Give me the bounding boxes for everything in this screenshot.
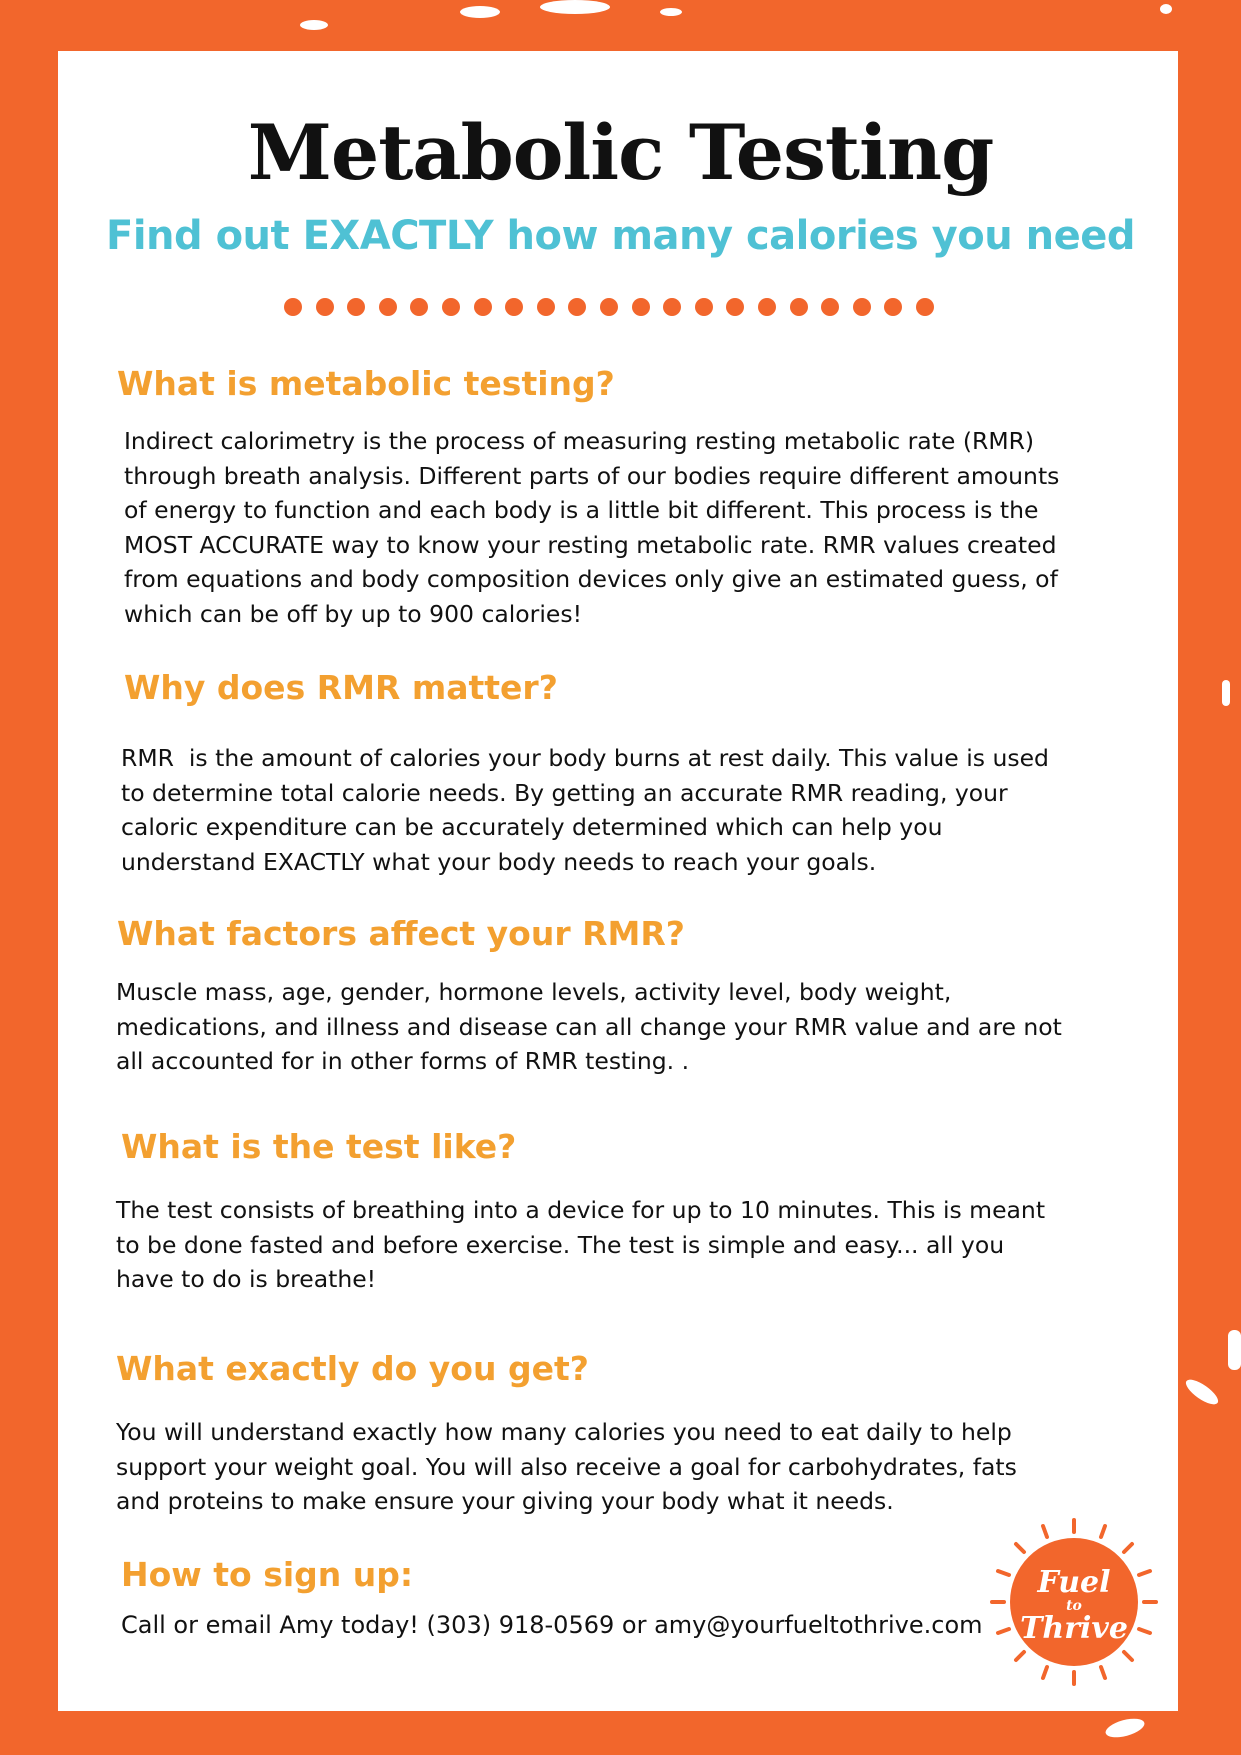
body-line: all accounted for in other forms of RMR testing. . xyxy=(116,1047,690,1075)
divider-dot xyxy=(853,298,871,316)
page-subtitle: Find out EXACTLY how many calories you need xyxy=(106,213,1135,259)
body-line: medications, and illness and disease can all change your RMR value and are not xyxy=(116,1012,1062,1041)
body-line: The test consists of breathing into a device for up to 10 minutes. This is meant xyxy=(116,1196,1046,1224)
section-heading-what-is-the-test-like: What is the test like? xyxy=(121,1127,517,1166)
divider-dot xyxy=(410,298,428,316)
divider-dot xyxy=(790,298,808,316)
body-line: RMR is the amount of calories your body burns at rest daily. This value is used xyxy=(121,744,1049,772)
body-line: You will understand exactly how many calories you need to eat daily to help xyxy=(116,1418,1012,1446)
decorative-splatter xyxy=(540,0,610,14)
section-heading-what-exactly-do-you-get: What exactly do you get? xyxy=(116,1349,589,1388)
section-body-what-is-metabolic-testing xyxy=(124,424,1059,631)
divider-dot xyxy=(316,298,334,316)
divider-dot xyxy=(474,298,492,316)
section-heading-why-does-rmr-matter: Why does RMR matter? xyxy=(124,668,558,707)
body-line: of energy to function and each body is a little bit different. This process is the xyxy=(124,496,1039,524)
decorative-splatter xyxy=(1182,1375,1221,1408)
decorative-splatter xyxy=(1104,1715,1147,1741)
fuel-to-thrive-logo xyxy=(988,1516,1160,1688)
divider-dot xyxy=(821,298,839,316)
divider-dot xyxy=(568,298,586,316)
section-heading-what-is-metabolic-testing: What is metabolic testing? xyxy=(117,364,615,403)
section-body-what-factors-affect-rmr xyxy=(116,975,1062,1079)
logo-text-line3: Thrive xyxy=(1020,1611,1128,1646)
body-line: through breath analysis. Different parts of our bodies require different amounts xyxy=(124,461,1060,490)
decorative-splatter xyxy=(300,20,328,30)
divider-dot xyxy=(916,298,934,316)
contact-info: Call or email Amy today! (303) 918-0569 or amy@yourfueltothrive.com xyxy=(121,1611,983,1639)
divider-dot xyxy=(505,298,523,316)
divider-dot xyxy=(663,298,681,316)
divider-dot xyxy=(884,298,902,316)
divider-dot xyxy=(600,298,618,316)
decorative-splatter xyxy=(1222,680,1230,706)
body-line: MOST ACCURATE way to know your resting metabolic rate. RMR values created xyxy=(124,530,1057,559)
body-line: which can be off by up to 900 calories! xyxy=(124,599,582,628)
section-heading-what-factors-affect-rmr: What factors affect your RMR? xyxy=(117,914,685,953)
divider-dot xyxy=(695,298,713,316)
section-body-why-does-rmr-matter xyxy=(121,741,1049,879)
body-line: have to do is breathe! xyxy=(116,1265,377,1293)
divider-dot xyxy=(379,298,397,316)
divider-dot xyxy=(284,298,302,316)
divider-dot xyxy=(347,298,365,316)
body-line: Muscle mass, age, gender, hormone levels, activity level, body weight, xyxy=(116,978,952,1006)
body-line: to be done fasted and before exercise. The test is simple and easy... all you xyxy=(116,1230,1005,1259)
decorative-splatter xyxy=(1228,1330,1241,1370)
decorative-splatter xyxy=(460,6,500,18)
body-line: understand EXACTLY what your body needs to reach your goals. xyxy=(121,847,877,876)
body-line: from equations and body composition devices only give an estimated guess, of xyxy=(124,565,1058,593)
dot-divider xyxy=(284,298,934,316)
section-body-what-exactly-do-you-get xyxy=(116,1415,1017,1519)
decorative-splatter xyxy=(660,8,682,16)
section-heading-how-to-sign-up: How to sign up: xyxy=(121,1555,414,1594)
body-line: Indirect calorimetry is the process of measuring resting metabolic rate (RMR) xyxy=(124,427,1035,455)
body-line: to determine total calorie needs. By getting an accurate RMR reading, your xyxy=(121,778,1008,807)
body-line: and proteins to make ensure your giving your body what it needs. xyxy=(116,1487,894,1515)
body-line: support your weight goal. You will also receive a goal for carbohydrates, fats xyxy=(116,1452,1017,1481)
body-line: caloric expenditure can be accurately determined which can help you xyxy=(121,813,943,841)
section-body-what-is-the-test-like xyxy=(116,1193,1045,1297)
page-title: Metabolic Testing xyxy=(247,108,994,197)
divider-dot xyxy=(442,298,460,316)
divider-dot xyxy=(537,298,555,316)
decorative-splatter xyxy=(1160,4,1172,14)
logo-text-line1: Fuel xyxy=(1037,1565,1111,1600)
divider-dot xyxy=(726,298,744,316)
divider-dot xyxy=(632,298,650,316)
divider-dot xyxy=(758,298,776,316)
logo-text-line2: to xyxy=(1066,1598,1082,1614)
